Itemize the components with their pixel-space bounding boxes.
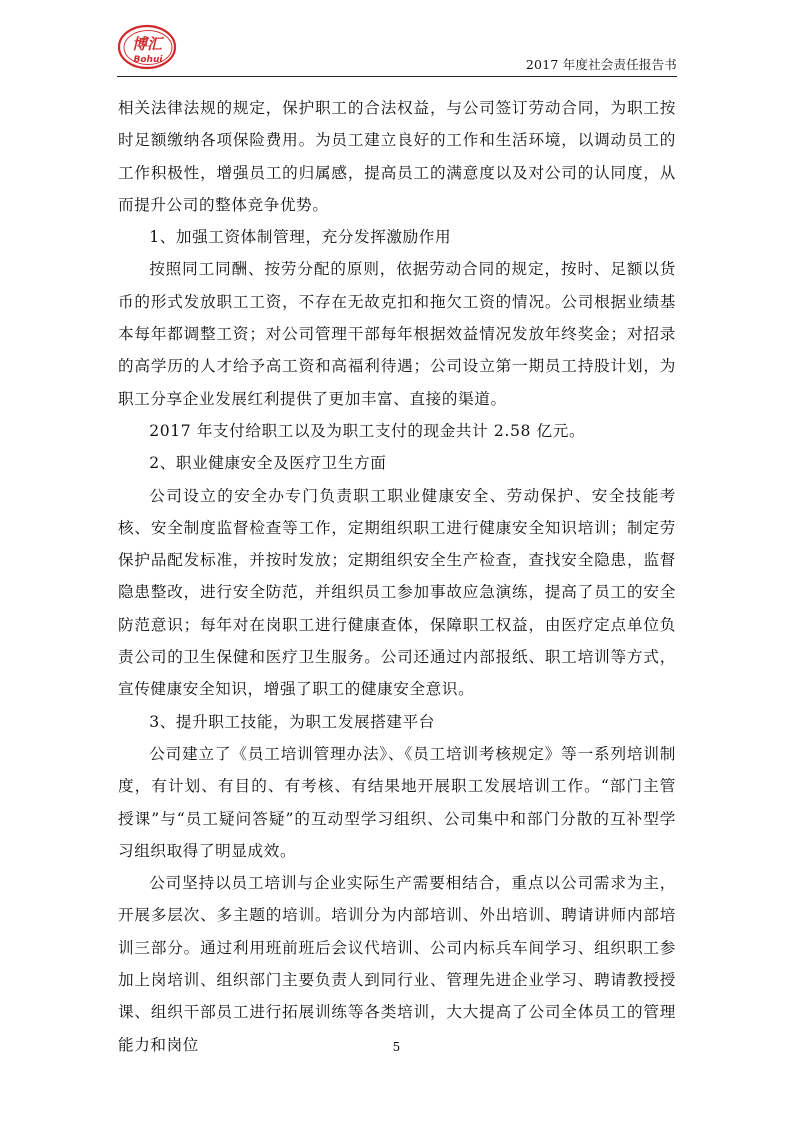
logo-chinese-text: 博汇 [131, 35, 163, 53]
section-heading: 1、加强工资体制管理，充分发挥激励作用 [149, 228, 452, 247]
paragraph: 2017 年支付给职工以及为职工支付的现金共计 2.58 亿元。 [149, 421, 586, 440]
page-header [117, 22, 677, 74]
section-heading: 3、提升职工技能，为职工发展搭建平台 [149, 712, 436, 731]
paragraph: 相关法律法规的规定，保护职工的合法权益，与公司签订劳动合同，为职工按时足额缴纳各项保险费用。为员工建立良好的工作和生活环境，以调动员工的工作积极性，增强员工的归属感，提高员工的满意度以及对公司的认同度，从而提升公司的整体竞争优势。 [118, 99, 676, 214]
body-text [118, 92, 676, 1061]
report-title: 2017 年度社会责任报告书 [525, 57, 677, 72]
bohui-logo [117, 24, 177, 70]
paragraph: 公司建立了《员工培训管理办法》、《员工培训考核规定》等一系列培训制度，有计划、有目的、有考核、有结果地开展职工发展培训工作。“部门主管授课”与“员工疑问答疑”的互动型学习组织、公司集中和部门分散的互补型学习组织取得了明显成效。 [118, 744, 676, 860]
header-divider [117, 76, 677, 77]
paragraph: 公司设立的安全办专门负责职工职业健康安全、劳动保护、安全技能考核、安全制度监督检查等工作，定期组织职工进行健康安全知识培训；制定劳保护品配发标准，并按时发放；定期组织安全生产检查，查找安全隐患，监督隐患整改，进行安全防范，并组织员工参加事故应急演练，提高了员工的安全防范意识；每年对在岗职工进行健康查体，保障职工权益，由医疗定点单位负责公司的卫生保健和医疗卫生服务。公司还通过内部报纸、职工培训等方式，宣传健康安全知识，增强了职工的健康安全意识。 [118, 486, 676, 699]
section-heading: 2、职业健康安全及医疗卫生方面 [149, 454, 387, 473]
logo-english-text: Bohui [133, 55, 163, 65]
paragraph: 按照同工同酬、按劳分配的原则，依据劳动合同的规定，按时、足额以货币的形式发放职工工资，不存在无故克扣和拖欠工资的情况。公司根据业绩基本每年都调整工资；对公司管理干部每年根据效益情况发放年终奖金；对招录的高学历的人才给予高工资和高福利待遇；公司设立第一期员工持股计划，为职工分享企业发展红利提供了更加丰富、直接的渠道。 [118, 260, 676, 408]
page-number: 5 [392, 1040, 401, 1054]
paragraph: 公司坚持以员工培训与企业实际生产需要相结合，重点以公司需求为主，开展多层次、多主题的培训。培训分为内部培训、外出培训、聘请讲师内部培训三部分。通过利用班前班后会议代培训、公司内标兵车间学习、组织职工参加上岗培训、组织部门主要负责人到同行业、管理先进企业学习、聘请教授授课、组织干部员工进行拓展训练等各类培训，大大提高了公司全体员工的管理能力和岗位 [118, 874, 676, 1054]
